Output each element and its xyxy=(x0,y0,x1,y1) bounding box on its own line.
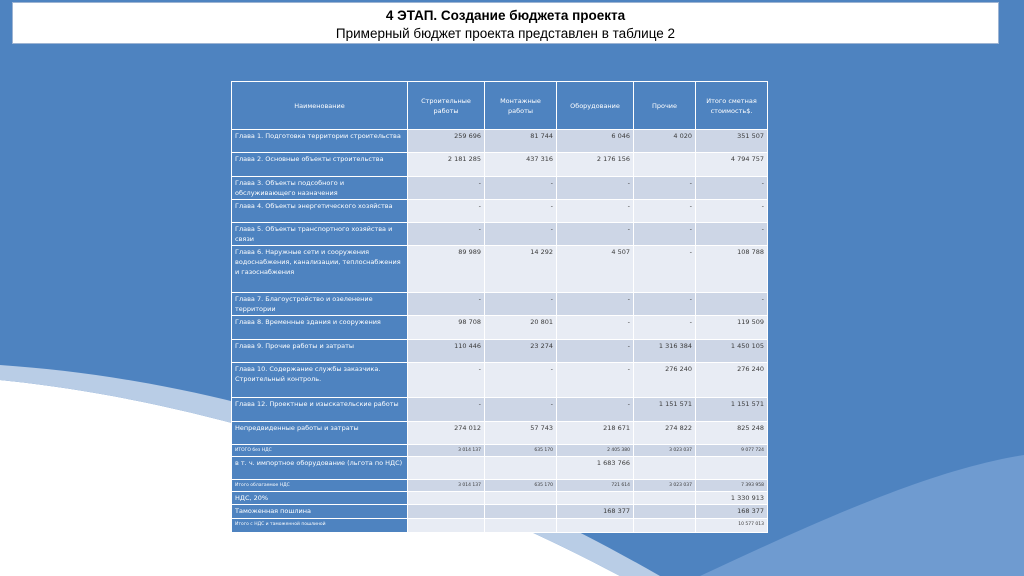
cell: - xyxy=(485,362,557,397)
cell: 4 794 757 xyxy=(696,153,768,176)
cell: 437 316 xyxy=(485,153,557,176)
row-name: Глава 1. Подготовка территории строительства xyxy=(232,130,408,153)
cell: 4 507 xyxy=(557,246,634,293)
column-header: Строительные работы xyxy=(408,82,485,130)
cell: - xyxy=(408,199,485,222)
table-row xyxy=(232,153,768,176)
row-name: ИТОГО без НДС xyxy=(232,444,408,456)
cell: - xyxy=(634,223,696,246)
cell xyxy=(557,518,634,532)
cell: 1 151 571 xyxy=(634,398,696,421)
cell: 98 708 xyxy=(408,316,485,339)
cell: 1 316 384 xyxy=(634,339,696,362)
cell: - xyxy=(557,316,634,339)
cell: 3 014 137 xyxy=(408,444,485,456)
cell xyxy=(408,518,485,532)
cell: 274 012 xyxy=(408,421,485,444)
cell: 3 023 037 xyxy=(634,444,696,456)
cell xyxy=(634,153,696,176)
row-name: Глава 12. Проектные и изыскательские работы xyxy=(232,398,408,421)
cell: 3 023 037 xyxy=(634,480,696,492)
cell xyxy=(485,456,557,479)
cell: 3 014 137 xyxy=(408,480,485,492)
cell xyxy=(485,492,557,504)
budget-table xyxy=(231,81,768,533)
cell: 218 671 xyxy=(557,421,634,444)
row-name: Глава 5. Объекты транспортного хозяйства и связи xyxy=(232,223,408,246)
cell: - xyxy=(485,398,557,421)
cell: 9 077 724 xyxy=(696,444,768,456)
cell: - xyxy=(696,199,768,222)
row-name: Глава 10. Содержание службы заказчика. Строительный контроль. xyxy=(232,362,408,397)
table-row xyxy=(232,292,768,315)
cell: - xyxy=(408,176,485,199)
cell: 2 181 285 xyxy=(408,153,485,176)
cell: 1 683 766 xyxy=(557,456,634,479)
column-header: Итого сметная стоимость$. xyxy=(696,82,768,130)
row-name: Глава 8. Временные здания и сооружения xyxy=(232,316,408,339)
table-row xyxy=(232,398,768,421)
cell: 259 696 xyxy=(408,130,485,153)
table-row xyxy=(232,456,768,479)
table-header-row xyxy=(232,82,768,130)
column-header: Монтажные работы xyxy=(485,82,557,130)
cell: - xyxy=(485,176,557,199)
table-row xyxy=(232,518,768,532)
page-title: 4 ЭТАП. Создание бюджета проекта xyxy=(385,8,626,23)
cell: 635 170 xyxy=(485,444,557,456)
cell: - xyxy=(634,316,696,339)
cell xyxy=(634,518,696,532)
table-row xyxy=(232,176,768,199)
cell: 276 240 xyxy=(696,362,768,397)
table-row xyxy=(232,339,768,362)
column-header: Наименование xyxy=(232,82,408,130)
row-name: Таможенная пошлина xyxy=(232,504,408,518)
row-name: Итого облагаемое НДС xyxy=(232,480,408,492)
cell: 14 292 xyxy=(485,246,557,293)
row-name: Непредвиденные работы и затраты xyxy=(232,421,408,444)
cell: - xyxy=(408,292,485,315)
cell: 20 801 xyxy=(485,316,557,339)
cell: - xyxy=(557,398,634,421)
cell: - xyxy=(485,223,557,246)
table-row xyxy=(232,199,768,222)
cell: - xyxy=(557,223,634,246)
cell: 7 393 958 xyxy=(696,480,768,492)
title-box xyxy=(12,2,999,44)
cell: 10 577 013 xyxy=(696,518,768,532)
cell: - xyxy=(634,292,696,315)
table-row xyxy=(232,492,768,504)
cell: 1 151 571 xyxy=(696,398,768,421)
cell: 825 248 xyxy=(696,421,768,444)
cell xyxy=(696,456,768,479)
cell: 351 507 xyxy=(696,130,768,153)
cell: 89 989 xyxy=(408,246,485,293)
cell: 2 405 380 xyxy=(557,444,634,456)
cell: - xyxy=(557,362,634,397)
page-subtitle: Примерный бюджет проекта представлен в таблице 2 xyxy=(335,26,676,41)
table-row xyxy=(232,480,768,492)
row-name: Итого с НДС и таможенной пошлиной xyxy=(232,518,408,532)
cell xyxy=(408,492,485,504)
cell xyxy=(485,518,557,532)
cell: - xyxy=(634,176,696,199)
cell: - xyxy=(485,199,557,222)
row-name: Глава 9. Прочие работы и затраты xyxy=(232,339,408,362)
cell xyxy=(634,492,696,504)
row-name: Глава 6. Наружные сети и сооружения водоснабжения, канализации, теплоснабжения и газоснабжения xyxy=(232,246,408,293)
table-row xyxy=(232,362,768,397)
table-row xyxy=(232,246,768,293)
cell xyxy=(408,456,485,479)
cell: 1 450 105 xyxy=(696,339,768,362)
table-row xyxy=(232,223,768,246)
cell: - xyxy=(485,292,557,315)
cell: 1 330 913 xyxy=(696,492,768,504)
cell: 721 614 xyxy=(557,480,634,492)
cell xyxy=(485,504,557,518)
cell: - xyxy=(696,223,768,246)
row-name: Глава 4. Объекты энергетического хозяйства xyxy=(232,199,408,222)
cell: 4 020 xyxy=(634,130,696,153)
cell xyxy=(557,492,634,504)
cell: - xyxy=(634,199,696,222)
cell: 274 822 xyxy=(634,421,696,444)
cell: - xyxy=(557,199,634,222)
cell: 635 170 xyxy=(485,480,557,492)
cell xyxy=(408,504,485,518)
cell: 81 744 xyxy=(485,130,557,153)
cell: 168 377 xyxy=(696,504,768,518)
cell: 110 446 xyxy=(408,339,485,362)
cell: - xyxy=(557,176,634,199)
cell: - xyxy=(696,292,768,315)
table-row xyxy=(232,421,768,444)
table-row xyxy=(232,444,768,456)
row-name: Глава 2. Основные объекты строительства xyxy=(232,153,408,176)
cell: 108 788 xyxy=(696,246,768,293)
cell: - xyxy=(408,398,485,421)
cell: - xyxy=(557,292,634,315)
cell: 6 046 xyxy=(557,130,634,153)
column-header: Прочие xyxy=(634,82,696,130)
table-row xyxy=(232,504,768,518)
row-name: НДС, 20% xyxy=(232,492,408,504)
table-row xyxy=(232,130,768,153)
row-name: Глава 3. Объекты подсобного и обслуживающего назначения xyxy=(232,176,408,199)
row-name: в т. ч. импортное оборудование (льгота по НДС) xyxy=(232,456,408,479)
cell xyxy=(634,456,696,479)
cell: 23 274 xyxy=(485,339,557,362)
cell: - xyxy=(696,176,768,199)
cell: 57 743 xyxy=(485,421,557,444)
cell: 119 509 xyxy=(696,316,768,339)
cell: - xyxy=(557,339,634,362)
column-header: Оборудование xyxy=(557,82,634,130)
cell: - xyxy=(408,362,485,397)
cell: - xyxy=(634,246,696,293)
cell xyxy=(634,504,696,518)
cell: 2 176 156 xyxy=(557,153,634,176)
cell: 276 240 xyxy=(634,362,696,397)
cell: - xyxy=(408,223,485,246)
table-row xyxy=(232,316,768,339)
row-name: Глава 7. Благоустройство и озеленение территории xyxy=(232,292,408,315)
cell: 168 377 xyxy=(557,504,634,518)
